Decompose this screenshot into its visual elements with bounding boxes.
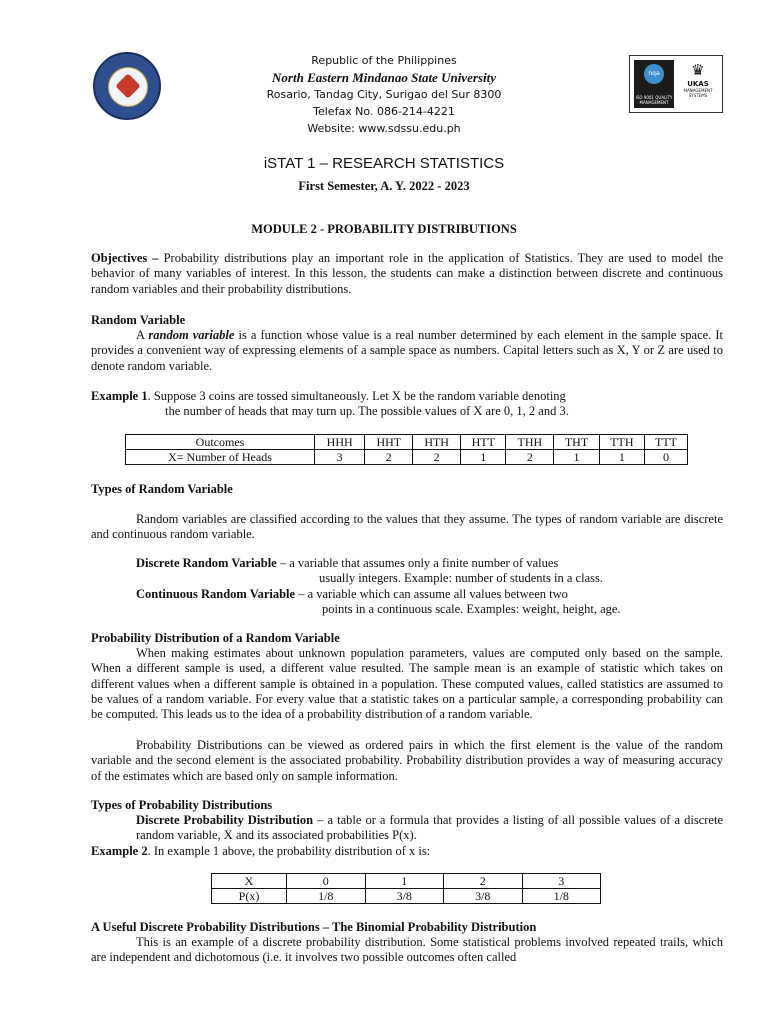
course-title: iSTAT 1 – RESEARCH STATISTICS — [263, 155, 505, 172]
table-cell: 1 — [599, 450, 644, 465]
semester-line: First Semester, A. Y. 2022 - 2023 — [298, 179, 470, 193]
table-row — [126, 435, 688, 450]
table-cell: 3/8 — [365, 889, 444, 904]
row-header: X= Number of Heads — [126, 450, 315, 465]
table-cell: 1/8 — [522, 889, 601, 904]
table-cell: 2 — [506, 450, 554, 465]
address-line: Rosario, Tandag City, Surigao del Sur 8300 — [266, 88, 502, 101]
table-cell: 1 — [461, 450, 506, 465]
crown-check-icon: ♛ — [691, 61, 705, 79]
seal-emblem-icon — [115, 73, 140, 98]
table-cell: 0 — [287, 874, 366, 889]
table-cell: 2 — [444, 874, 523, 889]
random-variable-paragraph: A random variable is a function whose value is a real number determined by each element in the sample space. It provides a convenient way of expressing elements of a sample space as numbers. Capital letters such as X, Y or Z are used to denote random variable. — [91, 328, 723, 373]
republic-line: Republic of the Philippines — [311, 54, 457, 67]
types-of-probability-distributions-heading: Types of Probability Distributions — [91, 798, 273, 812]
probability-distribution-table — [211, 873, 601, 904]
university-name: North Eastern Mindanao State University — [272, 70, 496, 85]
table-cell: TTT — [645, 435, 688, 450]
discrete-rv-label: Discrete Random Variable — [136, 556, 277, 570]
objectives-paragraph — [91, 251, 723, 297]
table-cell: 3 — [315, 450, 365, 465]
binomial-paragraph: This is an example of a discrete probability distribution. Some statistical problems involved repeated trails, which are independent and dichotomous (i.e. it involves two possible outcomes often called — [91, 935, 723, 965]
telefax-line: Telefax No. 086-214-4221 — [313, 105, 455, 118]
example-1-paragraph: Example 1. Suppose 3 coins are tossed simultaneously. Let X be the random variable denoting the number of heads that may turn up. The possible values of X are 0, 1, 2 and 3. — [91, 389, 569, 419]
table-cell: 1 — [365, 874, 444, 889]
table-row — [126, 450, 688, 465]
example-2-paragraph: Example 2. In example 1 above, the probability distribution of x is: — [91, 844, 431, 858]
row-header: P(x) — [212, 889, 287, 904]
table-row — [212, 874, 601, 889]
discrete-random-variable-definition: Discrete Random Variable – a variable that assumes only a finite number of values usually integers. Example: number of students in a class. Continuous Random Variable – a variable which can assume all values between two points in a continuous scale. Examples: weight, height, age. — [136, 556, 621, 616]
table-cell: 2 — [365, 450, 413, 465]
example-2-label: Example 2 — [91, 844, 148, 858]
probability-distribution-paragraph-2: Probability Distributions can be viewed as ordered pairs in which the first element is the value of the random variable and the second element is the associated probability. Probability distribution provides a way of measuring accuracy of the estimates which are based only on sample information. — [91, 738, 723, 783]
discrete-probability-distribution-definition: Discrete Probability Distribution – a table or a formula that provides a listing of all possible values of a discrete random variable, X and its associated probabilities P(x). — [136, 813, 724, 843]
example-1-label: Example 1 — [91, 389, 148, 403]
continuous-rv-label: Continuous Random Variable — [136, 586, 296, 601]
probability-distribution-paragraph-1: When making estimates about unknown population parameters, values are computed only based on the sample. When a different sample is used, a different value resulted. The sample mean is an example of statistic which takes on different values when a different sample is obtained in a population. These computed values, called statistics are assumed to be values of a random variable. For every value that a statistic takes on a particular sample, a corresponding probability can be computed. This leads us to the idea of a probability distribution of a random variable. — [91, 646, 723, 722]
row-header: X — [212, 874, 287, 889]
website-line: Website: www.sdssu.edu.ph — [307, 122, 461, 135]
types-of-random-variable-heading: Types of Random Variable — [91, 482, 233, 496]
ukas-certification-logo: ♛ UKAS MANAGEMENT SYSTEMS — [678, 60, 718, 108]
certification-logos — [629, 55, 723, 113]
table-cell: 1 — [554, 450, 599, 465]
iso-certification-logo: nqa ISO 9001 QUALITY MANAGEMENT — [634, 60, 674, 108]
table-cell: TTH — [599, 435, 644, 450]
table-cell: 1/8 — [287, 889, 366, 904]
outcomes-table — [125, 434, 688, 465]
binomial-heading: A Useful Discrete Probability Distributions – The Binomial Probability Distribution — [91, 920, 537, 934]
table-cell: 0 — [645, 450, 688, 465]
types-of-random-variable-intro: Random variables are classified according to the values that they assume. The types of random variable are discrete and continuous random variable. — [91, 512, 723, 542]
objectives-label: Objectives – — [91, 251, 159, 265]
table-cell: 2 — [413, 450, 461, 465]
table-cell: HTH — [413, 435, 461, 450]
table-cell: THT — [554, 435, 599, 450]
table-cell: 3 — [522, 874, 601, 889]
university-seal-logo — [93, 52, 161, 120]
probability-distribution-heading: Probability Distribution of a Random Variable — [91, 631, 340, 645]
table-cell: HTT — [461, 435, 506, 450]
objectives-text: Probability distributions play an important role in the application of Statistics. They are used to model the behavior of many variables of interest. In this lesson, the students can make a distinction between discrete and continuous random variables and their probability distributions. — [91, 251, 723, 296]
module-title: MODULE 2 - PROBABILITY DISTRIBUTIONS — [251, 222, 517, 236]
table-cell: HHT — [365, 435, 413, 450]
table-row — [212, 889, 601, 904]
random-variable-term: random variable — [148, 328, 235, 342]
discrete-pd-label: Discrete Probability Distribution — [136, 813, 314, 827]
table-cell: 3/8 — [444, 889, 523, 904]
table-cell: THH — [506, 435, 554, 450]
row-header: Outcomes — [126, 435, 315, 450]
random-variable-heading: Random Variable — [91, 313, 186, 327]
table-cell: HHH — [315, 435, 365, 450]
